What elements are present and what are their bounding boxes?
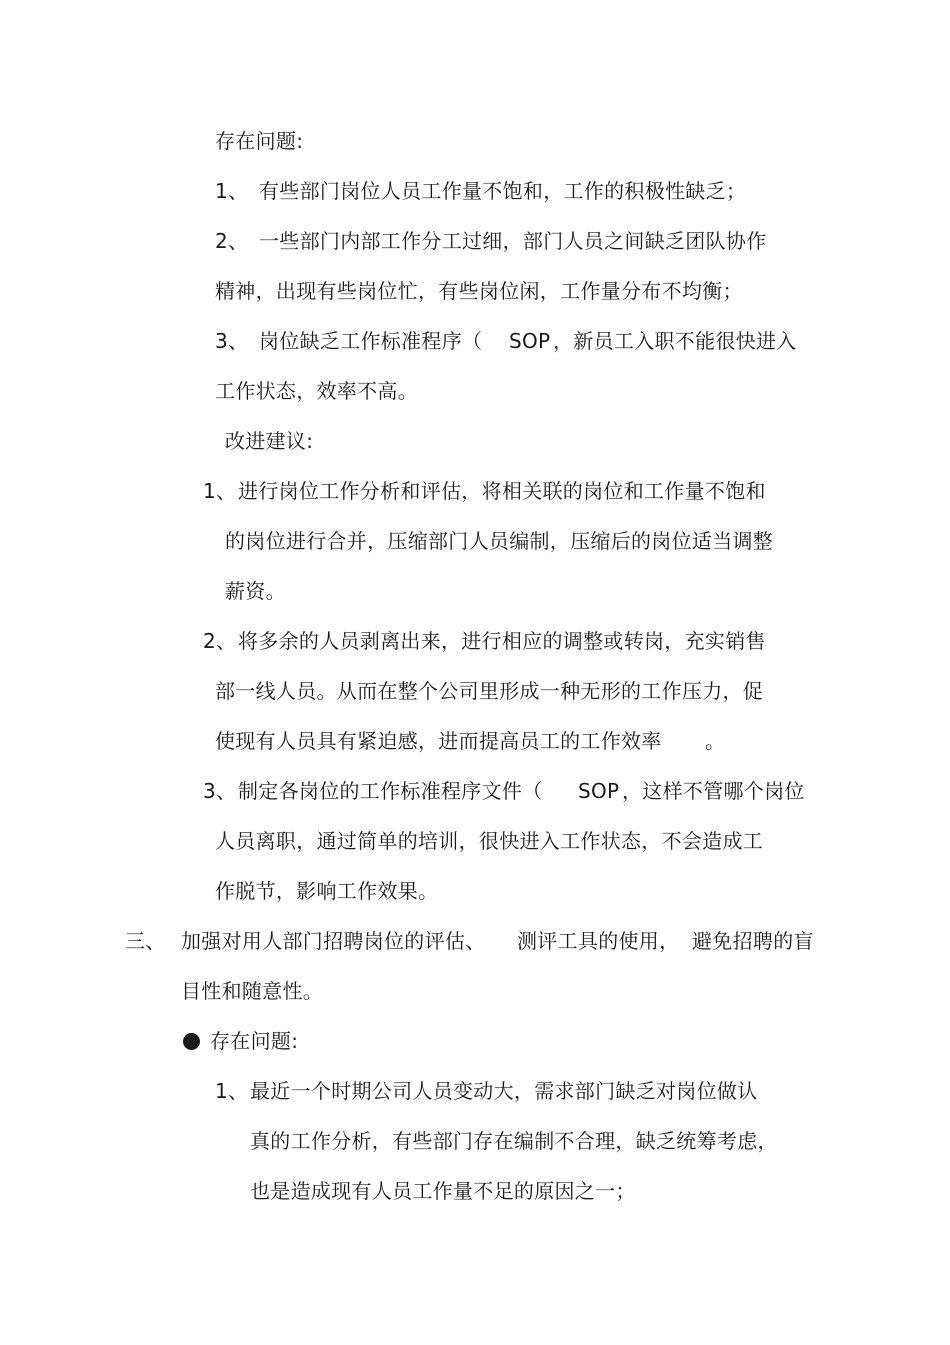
problems-heading: 存在问题: (210, 1029, 299, 1053)
list-item-number: 1、 (203, 479, 237, 503)
list-item-text: 的岗位进行合并，压缩部门人员编制，压缩后的岗位适当调整 (225, 529, 774, 553)
section-title: 测评工具的使用， (517, 929, 680, 953)
list-item-text: ，新员工入职不能很快进入 (553, 329, 797, 353)
list-item-text: 最近一个时期公司人员变动大，需求部门缺乏对岗位做认 (250, 1079, 758, 1103)
list-item-text: 制定各岗位的工作标准程序文件（ (238, 779, 543, 803)
list-item-number: 2、 (215, 229, 249, 253)
list-item-text: 真的工作分析，有些部门存在编制不合理，缺乏统筹考虑， (250, 1129, 778, 1153)
list-item-number: 2、 (203, 629, 237, 653)
list-item-text: 薪资。 (225, 579, 286, 603)
section-title-continued: 目性和随意性。 (181, 979, 324, 1003)
sop-abbreviation: SOP (578, 779, 620, 803)
list-item-text: 岗位缺乏工作标准程序（ (259, 329, 483, 353)
list-item-text: 作脱节，影响工作效果。 (215, 879, 439, 903)
list-item-number: 3、 (203, 779, 237, 803)
section-title: 避免招聘的盲 (692, 929, 814, 953)
list-item-text: ，这样不管哪个岗位 (622, 779, 805, 803)
list-item-number: 1、 (215, 179, 249, 203)
list-item-text: 工作状态，效率不高。 (215, 379, 418, 403)
bullet-heading (183, 1028, 298, 1054)
list-item-text: 一些部门内部工作分工过细，部门人员之间缺乏团队协作 (259, 229, 767, 253)
list-item-text: 。 (705, 729, 726, 753)
list-item-text: 部一线人员。从而在整个公司里形成一种无形的工作压力，促 (215, 679, 764, 703)
list-item-text: 人员离职，通过简单的培训，很快进入工作状态，不会造成工 (215, 829, 764, 853)
bullet-dot-icon (183, 1033, 200, 1050)
list-item-text: 精神，出现有些岗位忙，有些岗位闲，工作量分布不均衡； (215, 279, 743, 303)
section-title: 加强对用人部门招聘岗位的评估、 (181, 929, 486, 953)
section-number: 三、 (125, 929, 166, 953)
problems-heading: 存在问题: (215, 129, 304, 153)
list-item-number: 1、 (215, 1079, 249, 1103)
list-item-text: 有些部门岗位人员工作量不饱和，工作的积极性缺乏； (259, 179, 747, 203)
suggestions-heading: 改进建议: (225, 429, 314, 453)
list-item-text: 也是造成现有人员工作量不足的原因之一； (250, 1179, 636, 1203)
list-item-text: 将多余的人员剥离出来，进行相应的调整或转岗，充实销售 (238, 629, 766, 653)
list-item-number: 3、 (215, 329, 249, 353)
list-item-text: 使现有人员具有紧迫感，进而提高员工的工作效率 (215, 729, 662, 753)
sop-abbreviation: SOP (509, 329, 551, 353)
list-item-text: 进行岗位工作分析和评估，将相关联的岗位和工作量不饱和 (238, 479, 766, 503)
